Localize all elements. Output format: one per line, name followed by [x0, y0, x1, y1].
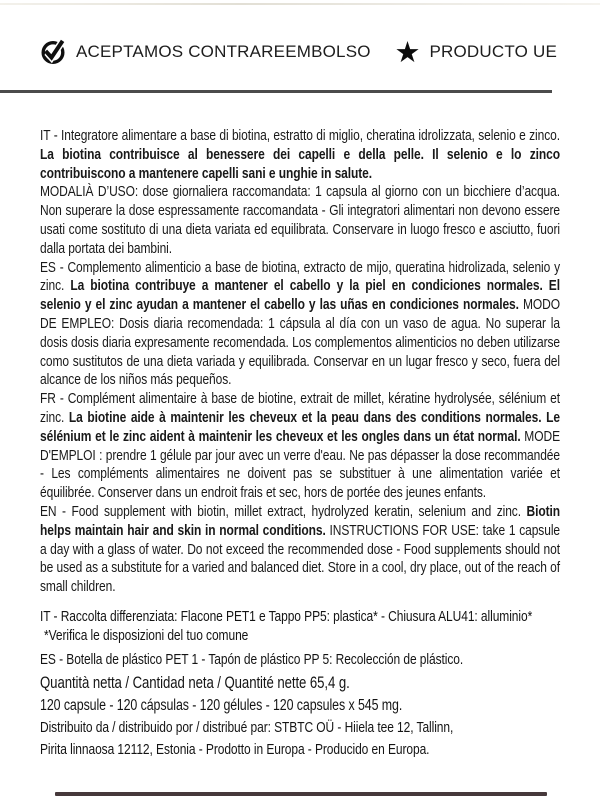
text-run: INSTRUCTIONS FOR USE: take 1 capsule a day with a glass of water. Do not exceed the recommended dose - Food supplements should not be used as a substitute for a varied and balanced diet. Store in a cool, dry place, out of the reach of small children. — [40, 521, 560, 596]
text-run: MODALIÀ D’USO: dose giornaliera raccomandata: 1 capsula al giorno con un bicchiere d’acqua. Non superare la dose espressamente raccomandata - Gli integratori alimentari non devono essere usati come sostituto di una dieta variata ed equilibrata. Conservare in luogo fresco e asciutto, fuori dalla portata dei bambini. — [40, 183, 560, 257]
paragraph-it-description — [40, 127, 560, 183]
cod-badge — [40, 38, 371, 65]
header-badges — [40, 34, 557, 69]
recycling-note: *Verifica le disposizioni del tuo comune — [44, 627, 249, 644]
text-run: FR - Complément alimentaire à base de biotine, extrait de millet, kératine hydrolysée, sélénium et zinc. — [40, 390, 560, 426]
label-top-edge — [0, 3, 600, 5]
header-divider-bar — [0, 90, 552, 93]
paragraph-en-description-usage — [40, 503, 560, 597]
text-run-bold: La biotina contribuisce al benessere dei capelli e della pelle. Il selenio e lo zinco contribuiscono a mantenere capelli sani e unghie in salute. — [40, 145, 560, 182]
eu-badge-label: PRODUCTO UE — [429, 41, 557, 61]
cod-badge-label: ACEPTAMOS CONTRAREEMBOLSO — [76, 41, 371, 61]
text-run-bold: La biotina contribuye a mantener el cabello y la piel en condiciones normales. El selenio y el zinc ayudan a mantener el cabello y las uñas en condiciones normales. — [40, 277, 560, 314]
text-run: MODO DE EMPLEO: Dosis diaria recomendada: 1 cápsula al día con un vaso de agua. No superar la dosis dosis diaria expresamente recomendada. Los complementos alimenticios no deben utilizarse como sustitutos de una dieta variada y equilibrada. Conservar en un lugar fresco y seco, fuera del alcance de los niños más pequeños. — [40, 296, 560, 389]
text-run-bold: Biotin helps maintain hair and skin in normal conditions. — [40, 502, 560, 539]
text-run: ES - Complemento alimenticio a base de biotina, extracto de mijo, queratina hidrolizada, selenio y zinc. — [40, 258, 560, 295]
check-circle-icon — [40, 38, 67, 65]
star-icon: ★ — [394, 34, 421, 69]
recycling-info-it: IT - Raccolta differenziata: Flacone PET1 e Tappo PP5: plastica* - Chiusura ALU41: alluminio* — [40, 608, 533, 625]
label-text-block — [40, 127, 560, 597]
distributor-line-2: Pirita linnaosa 12112, Estonia - Prodotto in Europa - Producido en Europa. — [40, 741, 430, 758]
text-run: IT - Integratore alimentare a base di biotina, estratto di miglio, cheratina idrolizzata, selenio e zinco. — [40, 127, 560, 144]
text-run: MODE D'EMPLOI : prendre 1 gélule par jour avec un verre d'eau. Ne pas dépasser la dose recommandée - Les compléments alimentaires ne doivent pas se substituer à une alimentation variée et équilibrée. Conserver dans un endroit frais et sec, hors de portée des jeunes enfants. — [40, 427, 560, 502]
eu-badge — [394, 34, 557, 69]
paragraph-fr-description-usage — [40, 390, 560, 503]
paragraph-it-usage — [40, 183, 560, 258]
recycling-info-es: ES - Botella de plástico PET 1 - Tapón de plástico PP 5: Recolección de plástico. — [40, 651, 464, 668]
bottom-info-block — [40, 607, 560, 761]
net-quantity: Quantità netta / Cantidad neta / Quantité nette 65,4 g. — [40, 674, 350, 692]
capsule-count: 120 capsule - 120 cápsulas - 120 gélules - 120 capsules x 545 mg. — [40, 697, 403, 714]
text-run: EN - Food supplement with biotin, millet extract, hydrolyzed keratin, selenium and zinc. — [40, 502, 527, 520]
text-run-bold: La biotine aide à maintenir les cheveux et la peau dans des conditions normales. Le sélénium et le zinc aident à maintenir les cheveux et les ongles dans un état normal. — [40, 408, 560, 445]
paragraph-es-description-usage — [40, 259, 560, 391]
label-bottom-edge — [55, 792, 547, 796]
distributor-line-1: Distribuito da / distribuido por / distribué par: STBTC OÜ - Hiiela tee 12, Tallinn, — [40, 719, 454, 736]
